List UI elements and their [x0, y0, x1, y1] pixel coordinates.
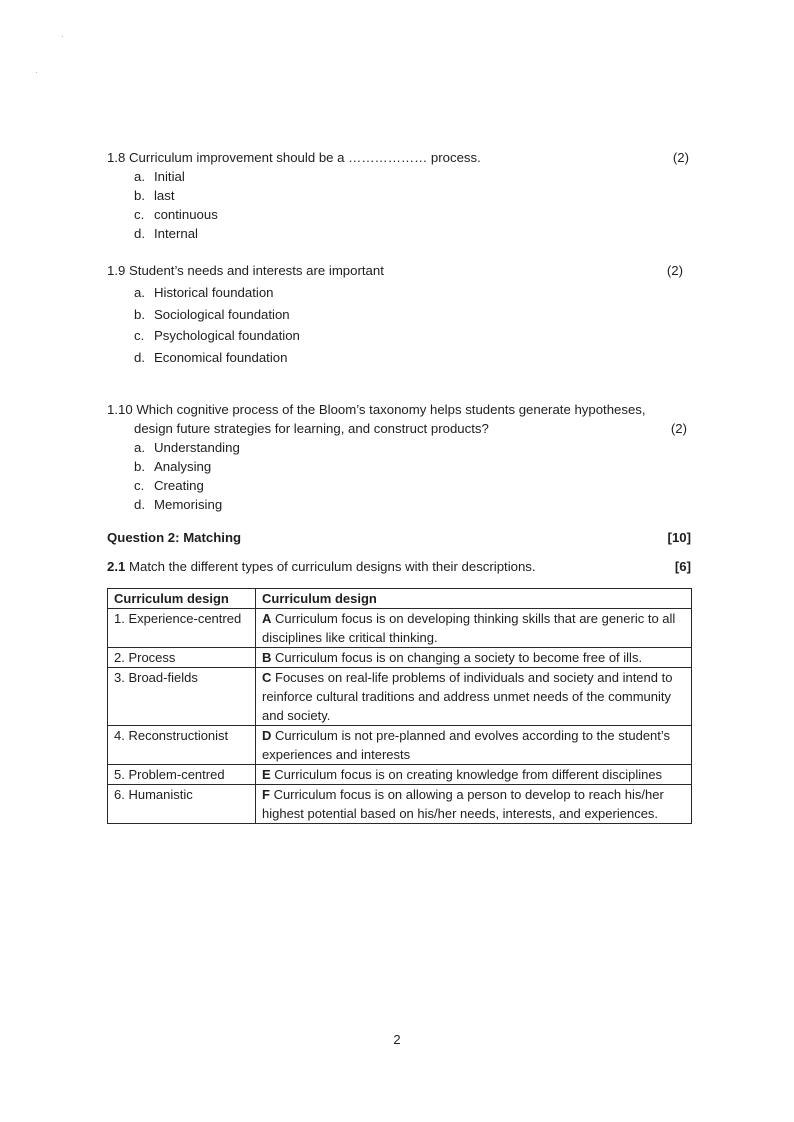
design-cell: 1. Experience-centred: [108, 609, 256, 648]
description-text: Focuses on real-life problems of individuals and society and intend to reinforce cultural traditions and address unmet needs of the community and society.: [262, 670, 673, 723]
question-1-9: [107, 261, 691, 368]
option-list: [107, 282, 691, 368]
design-cell: 2. Process: [108, 648, 256, 668]
design-cell: 5. Problem-centred: [108, 765, 256, 785]
table-row: [108, 648, 692, 668]
option-text: Internal: [154, 226, 198, 241]
subquestion-text: [107, 557, 536, 577]
table-row: [108, 765, 692, 785]
option-c: [134, 476, 693, 495]
option-letter: c.: [134, 207, 145, 222]
option-d: [134, 347, 691, 369]
design-cell: 4. Reconstructionist: [108, 726, 256, 765]
option-list: [107, 438, 693, 514]
option-b: [134, 457, 693, 476]
description-letter: C: [262, 670, 272, 685]
table-row: [108, 609, 692, 648]
option-text: Analysing: [154, 459, 212, 474]
question-marks: (2): [670, 421, 687, 436]
scan-speck: [36, 72, 37, 73]
table-row: [108, 785, 692, 824]
page-number: 2: [393, 1032, 401, 1047]
option-text: Understanding: [154, 440, 240, 455]
description-cell: [256, 648, 692, 668]
option-letter: c.: [134, 478, 145, 493]
option-text: Economical foundation: [154, 349, 288, 365]
description-cell: [256, 726, 692, 765]
table-row: [108, 726, 692, 765]
question-1-10: [107, 400, 693, 514]
subquestion-number: 2.1: [107, 559, 126, 574]
option-d: [134, 224, 691, 243]
table-row: [108, 668, 692, 726]
option-letter: a.: [134, 285, 145, 300]
option-letter: d.: [134, 497, 145, 512]
matching-table: [107, 588, 692, 824]
table-header-row: [108, 589, 692, 609]
option-d: [134, 495, 693, 514]
option-letter: d.: [134, 226, 145, 241]
scan-speck: [62, 36, 63, 37]
description-letter: B: [262, 650, 272, 665]
option-b: [134, 186, 691, 205]
description-cell: [256, 609, 692, 648]
question-text-line-1: 1.10 Which cognitive process of the Bloom’s taxonomy helps students generate hypotheses,: [107, 402, 646, 417]
option-a: [134, 167, 691, 186]
option-letter: c.: [134, 328, 145, 343]
option-a: [134, 438, 693, 457]
description-cell: [256, 765, 692, 785]
subquestion-instruction: Match the different types of curriculum designs with their descriptions.: [125, 559, 536, 574]
section-title: Question 2: Matching: [107, 530, 242, 545]
question-marks: (2): [672, 150, 689, 165]
description-text: Curriculum is not pre-planned and evolves according to the student’s experiences and interests: [262, 728, 671, 762]
section-marks: [10]: [667, 530, 691, 545]
option-letter: d.: [134, 349, 145, 365]
column-header: Curriculum design: [108, 589, 256, 609]
option-c: [134, 205, 691, 224]
option-text: last: [154, 188, 175, 203]
question-text: 1.8 Curriculum improvement should be a ……………… process.: [107, 150, 481, 165]
description-letter: A: [262, 611, 272, 626]
description-text: Curriculum focus is on developing thinking skills that are generic to all disciplines like critical thinking.: [262, 611, 676, 645]
description-text: Curriculum focus is on changing a society to become free of ills.: [271, 650, 643, 665]
option-text: Historical foundation: [154, 285, 274, 300]
option-letter: b.: [134, 188, 145, 203]
option-text: Creating: [154, 478, 204, 493]
option-letter: b.: [134, 459, 145, 474]
description-cell: [256, 785, 692, 824]
description-letter: D: [262, 728, 272, 743]
option-b: [134, 304, 691, 326]
option-text: Initial: [154, 169, 185, 184]
option-letter: a.: [134, 169, 145, 184]
question-2-1: [107, 557, 691, 577]
description-letter: E: [262, 767, 271, 782]
option-text: continuous: [154, 207, 218, 222]
question-2-heading: [107, 528, 691, 548]
design-cell: 6. Humanistic: [108, 785, 256, 824]
subquestion-marks: [6]: [674, 559, 691, 574]
description-text: Curriculum focus is on allowing a person to develop to reach his/her highest potential based on his/her needs, interests, and experiences.: [262, 787, 664, 821]
question-text-line-2: design future strategies for learning, and construct products?: [134, 421, 489, 436]
option-text: Memorising: [154, 497, 223, 512]
question-1-8: [107, 148, 691, 243]
option-letter: b.: [134, 306, 145, 322]
question-marks: (2): [666, 263, 683, 278]
option-list: [107, 167, 691, 243]
description-text: Curriculum focus is on creating knowledge from different disciplines: [270, 767, 663, 782]
option-text: Psychological foundation: [154, 328, 300, 343]
description-cell: [256, 668, 692, 726]
option-letter: a.: [134, 440, 145, 455]
column-header: Curriculum design: [256, 589, 692, 609]
option-c: [134, 325, 691, 347]
description-letter: F: [262, 787, 270, 802]
option-text: Sociological foundation: [154, 306, 290, 322]
design-cell: 3. Broad-fields: [108, 668, 256, 726]
option-a: [134, 282, 691, 304]
question-text: 1.9 Student’s needs and interests are important: [107, 263, 384, 278]
